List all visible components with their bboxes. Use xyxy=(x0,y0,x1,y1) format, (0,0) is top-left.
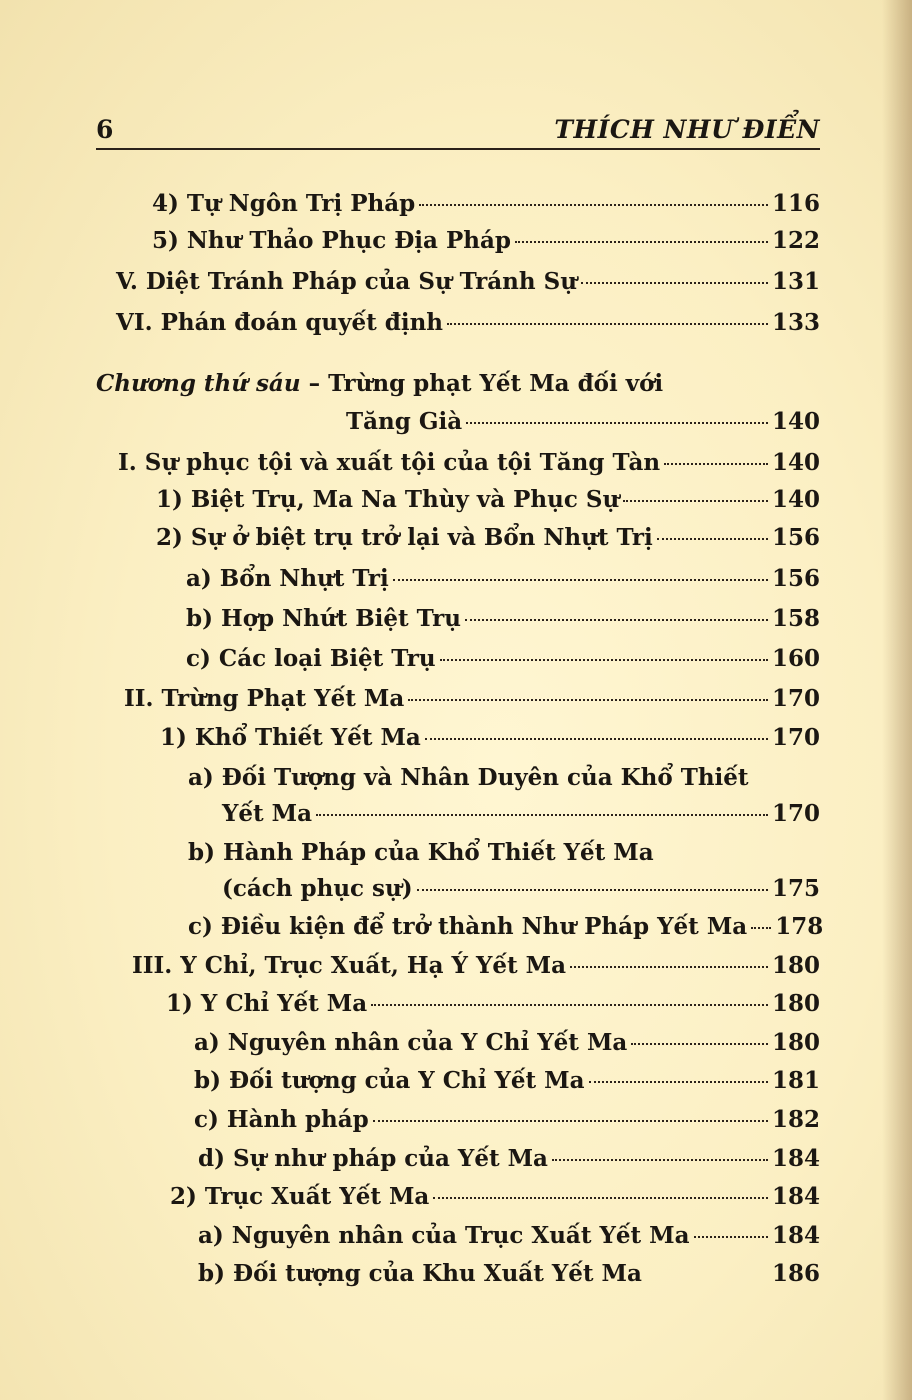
toc-entry-page: 116 xyxy=(771,190,820,217)
toc-entry-page: 156 xyxy=(771,524,820,551)
dot-leader xyxy=(631,1043,768,1045)
toc-entry-label: 1) Biệt Trụ, Ma Na Thùy và Phục Sự xyxy=(156,486,620,513)
toc-entry xyxy=(194,1106,820,1140)
toc-entry xyxy=(186,645,820,679)
toc-entry xyxy=(198,1145,820,1179)
dot-leader xyxy=(657,538,768,540)
toc-entry-page: 180 xyxy=(771,952,820,979)
running-title: THÍCH NHƯ ĐIỂN xyxy=(554,115,820,144)
chapter-title-line2: Tăng Già xyxy=(346,408,463,435)
toc-entry-label: 2) Trục Xuất Yết Ma xyxy=(170,1183,430,1210)
dot-leader xyxy=(419,204,768,206)
chapter-separator: – xyxy=(300,370,329,397)
dot-leader xyxy=(623,500,768,502)
dot-leader xyxy=(694,1236,768,1238)
toc-entry xyxy=(346,408,820,442)
toc-entry-label-line1: b) Hành Pháp của Khổ Thiết Yết Ma xyxy=(188,839,654,866)
toc-entry-page: 186 xyxy=(771,1260,820,1287)
chapter-prefix: Chương thứ sáu xyxy=(96,370,301,397)
toc-entry-page: 170 xyxy=(771,685,820,712)
toc-entry-page: 156 xyxy=(771,565,820,592)
toc-entry-page: 158 xyxy=(771,605,820,632)
toc-entry-label: 4) Tự Ngôn Trị Pháp xyxy=(152,190,416,217)
toc-entry-label: 1) Y Chỉ Yết Ma xyxy=(166,990,368,1017)
page-edge-shadow xyxy=(882,0,912,1400)
toc-entry xyxy=(118,449,820,483)
toc-entry-label: b) Hợp Nhứt Biệt Trụ xyxy=(186,605,461,632)
toc-entry xyxy=(132,952,820,986)
toc-entry-page: 181 xyxy=(771,1067,820,1094)
toc-entry-page: 178 xyxy=(775,913,824,940)
toc-entry xyxy=(222,800,820,834)
toc-entry-label: d) Sự như pháp của Yết Ma xyxy=(198,1145,548,1172)
toc-entry-label: 1) Khổ Thiết Yết Ma xyxy=(160,724,421,751)
toc-entry-page: 131 xyxy=(771,268,820,295)
toc-entry-label-line2: (cách phục sự) xyxy=(222,875,413,902)
dot-leader xyxy=(433,1197,768,1199)
dot-leader xyxy=(373,1120,768,1122)
chapter-title-line1: Trừng phạt Yết Ma đối với xyxy=(328,370,664,397)
dot-leader xyxy=(371,1004,768,1006)
toc-entry-label: 5) Như Thảo Phục Địa Pháp xyxy=(152,227,511,254)
dot-leader xyxy=(515,241,768,243)
toc-entry xyxy=(170,1183,820,1217)
toc-entry xyxy=(194,1067,820,1101)
dot-leader xyxy=(316,814,768,816)
toc-entry xyxy=(194,1029,820,1063)
dot-leader xyxy=(440,659,768,661)
toc-entry-page: 180 xyxy=(771,1029,820,1056)
toc-entry-label: c) Hành pháp xyxy=(194,1106,369,1133)
toc-entry xyxy=(198,1260,820,1287)
chapter-heading xyxy=(96,370,663,397)
toc-entry-label: a) Bổn Nhựt Trị xyxy=(186,565,389,592)
toc-entry xyxy=(156,524,820,558)
toc-entry-label: a) Nguyên nhân của Trục Xuất Yết Ma xyxy=(198,1222,690,1249)
toc-entry-page: 170 xyxy=(771,800,820,827)
toc-entry-page: 184 xyxy=(771,1222,820,1249)
toc-entry-label: III. Y Chỉ, Trục Xuất, Hạ Ý Yết Ma xyxy=(132,952,567,979)
dot-leader xyxy=(570,966,768,968)
toc-entry-label: a) Nguyên nhân của Y Chỉ Yết Ma xyxy=(194,1029,628,1056)
toc-entry-label: 2) Sự ở biệt trụ trở lại và Bổn Nhựt Trị xyxy=(156,524,653,551)
dot-leader xyxy=(393,579,768,581)
dot-leader xyxy=(466,422,768,424)
page-header xyxy=(96,104,820,150)
page-number: 6 xyxy=(96,115,114,144)
dot-leader xyxy=(425,738,768,740)
toc-entry-page: 184 xyxy=(771,1145,820,1172)
toc-entry xyxy=(116,309,820,343)
toc-entry-label: I. Sự phục tội và xuất tội của tội Tăng Tàn xyxy=(118,449,661,476)
toc-entry xyxy=(186,605,820,639)
dot-leader xyxy=(408,699,768,701)
toc-entry-page: 182 xyxy=(771,1106,820,1133)
toc-entry xyxy=(116,268,820,302)
toc-entry xyxy=(222,875,820,909)
dot-leader xyxy=(664,463,768,465)
toc-entry-page: 133 xyxy=(771,309,820,336)
toc-entry-label: II. Trừng Phạt Yết Ma xyxy=(124,685,405,712)
toc-entry-label: c) Các loại Biệt Trụ xyxy=(186,645,436,672)
toc-entry-page: 180 xyxy=(771,990,820,1017)
dot-leader xyxy=(417,889,768,891)
toc-entry-page: 140 xyxy=(771,408,820,435)
toc-entry-page: 170 xyxy=(771,724,820,751)
dot-leader xyxy=(751,927,771,929)
dot-leader xyxy=(447,323,768,325)
dot-leader xyxy=(552,1159,768,1161)
toc-entry xyxy=(188,913,824,947)
toc-entry-page: 140 xyxy=(771,486,820,513)
dot-leader xyxy=(465,619,768,621)
toc-entry xyxy=(152,227,820,261)
toc-entry-label-line2: Yết Ma xyxy=(222,800,313,827)
toc-entry-label: VI. Phán đoán quyết định xyxy=(116,309,444,336)
toc-entry xyxy=(198,1222,820,1256)
toc-entry-label-line1: a) Đối Tượng và Nhân Duyên của Khổ Thiết xyxy=(188,764,749,791)
toc-entry-page: 184 xyxy=(771,1183,820,1210)
toc-entry-page: 160 xyxy=(771,645,820,672)
toc-entry-label: c) Điều kiện để trở thành Như Pháp Yết Ma xyxy=(188,913,748,940)
toc-entry xyxy=(160,724,820,758)
toc-entry-label: V. Diệt Tránh Pháp của Sự Tránh Sự xyxy=(116,268,577,295)
toc-entry xyxy=(156,486,820,520)
toc-entry xyxy=(152,190,820,224)
toc-entry xyxy=(166,990,820,1024)
toc-entry xyxy=(186,565,820,599)
toc-entry-page: 175 xyxy=(771,875,820,902)
toc-entry-label: b) Đối tượng của Khu Xuất Yết Ma xyxy=(198,1260,642,1287)
toc-entry-page: 140 xyxy=(771,449,820,476)
toc-entry xyxy=(124,685,820,719)
dot-leader xyxy=(589,1081,768,1083)
dot-leader xyxy=(581,282,768,284)
toc-entry-page: 122 xyxy=(771,227,820,254)
toc-entry-label: b) Đối tượng của Y Chỉ Yết Ma xyxy=(194,1067,585,1094)
